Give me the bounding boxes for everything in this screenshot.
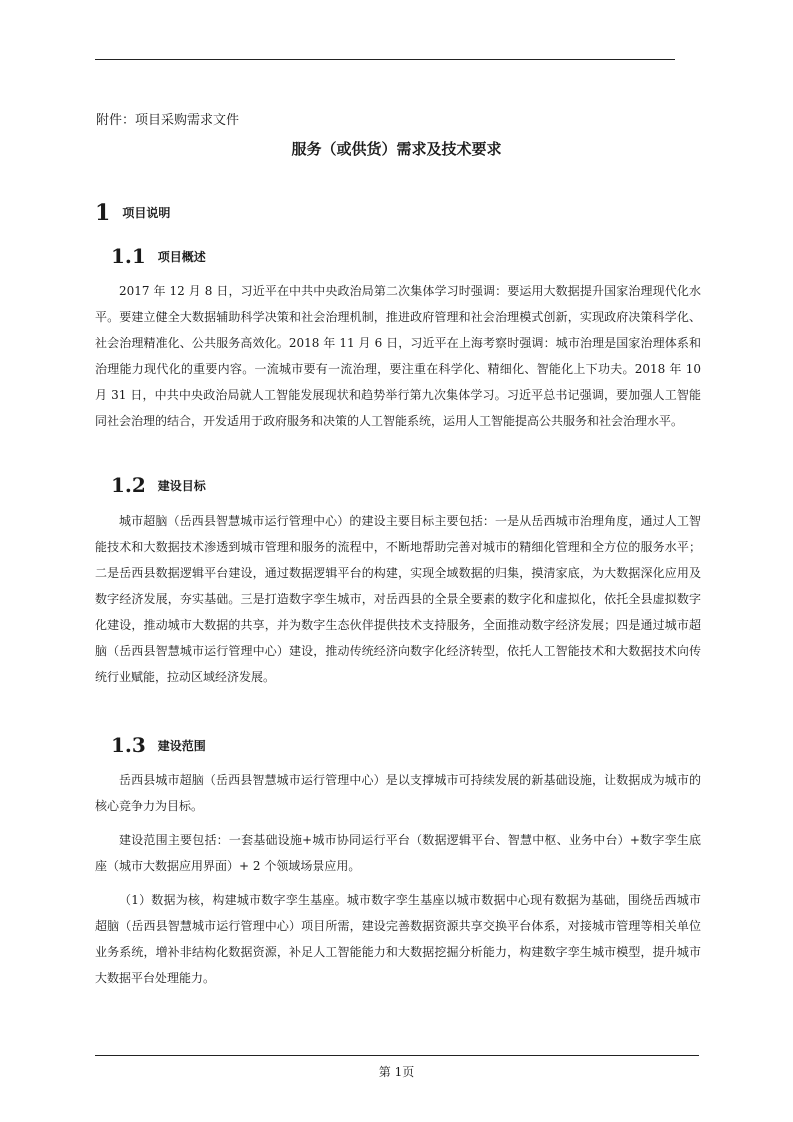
section-title: 项目概述: [157, 250, 206, 264]
section-1-2-heading: [111, 473, 206, 497]
paragraph-scope-data-core: （1）数据为核，构建城市数字孪生基座。城市数字孪生基座以城市数据中心现有数据为基础，围绕岳西城市超脑（岳西县智慧城市运行管理中心）项目所需，建设完善数据资源共享交换平台体系，对接城市管理等相关单位业务系统，增补非结构化数据资源，补足人工智能能力和大数据挖掘分析能力，构建数字孪生城市模型，提升城市大数据平台处理能力。: [95, 893, 701, 985]
section-title: 项目说明: [122, 206, 171, 220]
attachment-label: 附件：项目采购需求文件: [96, 113, 240, 128]
section-1-heading: [95, 200, 170, 226]
footer-rule: [95, 1055, 699, 1056]
section-1-3-heading: [111, 733, 206, 757]
section-number: 1: [95, 200, 111, 226]
paragraph-construction-goals: 城市超脑（岳西县智慧城市运行管理中心）的建设主要目标主要包括：一是从岳西城市治理角度，通过人工智能技术和大数据技术渗透到城市管理和服务的流程中，不断地帮助完善对城市的精细化管理和全方位的服务水平；二是岳西县数据逻辑平台建设，通过数据逻辑平台的构建，实现全域数据的归集，摸清家底，为大数据深化应用及数字经济发展，夯实基础。三是打造数字孪生城市，对岳西县的全景全要素的数字化和虚拟化，依托全县虚拟数字化建设，推动城市大数据的共享，并为数字生态伙伴提供技术支持服务，全面推动数字经济发展；四是通过城市超脑（岳西县智慧城市运行管理中心）建设，推动传统经济向数字化经济转型，依托人工智能技术和大数据技术向传统行业赋能，拉动区域经济发展。: [95, 514, 701, 684]
section-number: 1.1: [111, 244, 146, 268]
section-1-1-heading: [111, 244, 206, 268]
header-rule: [95, 59, 675, 60]
paragraph-scope-items: 建设范围主要包括：一套基础设施+城市协同运行平台（数据逻辑平台、智慧中枢、业务中台）+数字孪生底座（城市大数据应用界面）+ 2 个领域场景应用。: [95, 833, 701, 873]
section-number: 1.3: [111, 733, 146, 757]
section-title: 建设范围: [157, 739, 206, 753]
section-number: 1.2: [111, 473, 146, 497]
document-title: 服务（或供货）需求及技术要求: [291, 140, 502, 158]
page-number: 第 1页: [378, 1065, 415, 1079]
paragraph-project-overview: 2017 年 12 月 8 日，习近平在中共中央政治局第二次集体学习时强调：要运用大数据提升国家治理现代化水平。要建立健全大数据辅助科学决策和社会治理机制，推进政府管理和社会治理模式创新，实现政府决策科学化、社会治理精准化、公共服务高效化。2018 年 11 月 6 日，习近平在上海考察时强调：城市治理是国家治理体系和治理能力现代化的重要内容。一流城市要有一流治理，要注重在科学化、精细化、智能化上下功夫。2018 年 10 月 31 日，中共中央政治局就人工智能发展现状和趋势举行第九次集体学习。习近平总书记强调，要加强人工智能同社会治理的结合，开发适用于政府服务和决策的人工智能系统，运用人工智能提高公共服务和社会治理水平。: [95, 284, 701, 428]
paragraph-scope-intro: 岳西县城市超脑（岳西县智慧城市运行管理中心）是以支撑城市可持续发展的新基础设施，让数据成为城市的核心竞争力为目标。: [95, 773, 701, 813]
section-title: 建设目标: [157, 479, 206, 493]
